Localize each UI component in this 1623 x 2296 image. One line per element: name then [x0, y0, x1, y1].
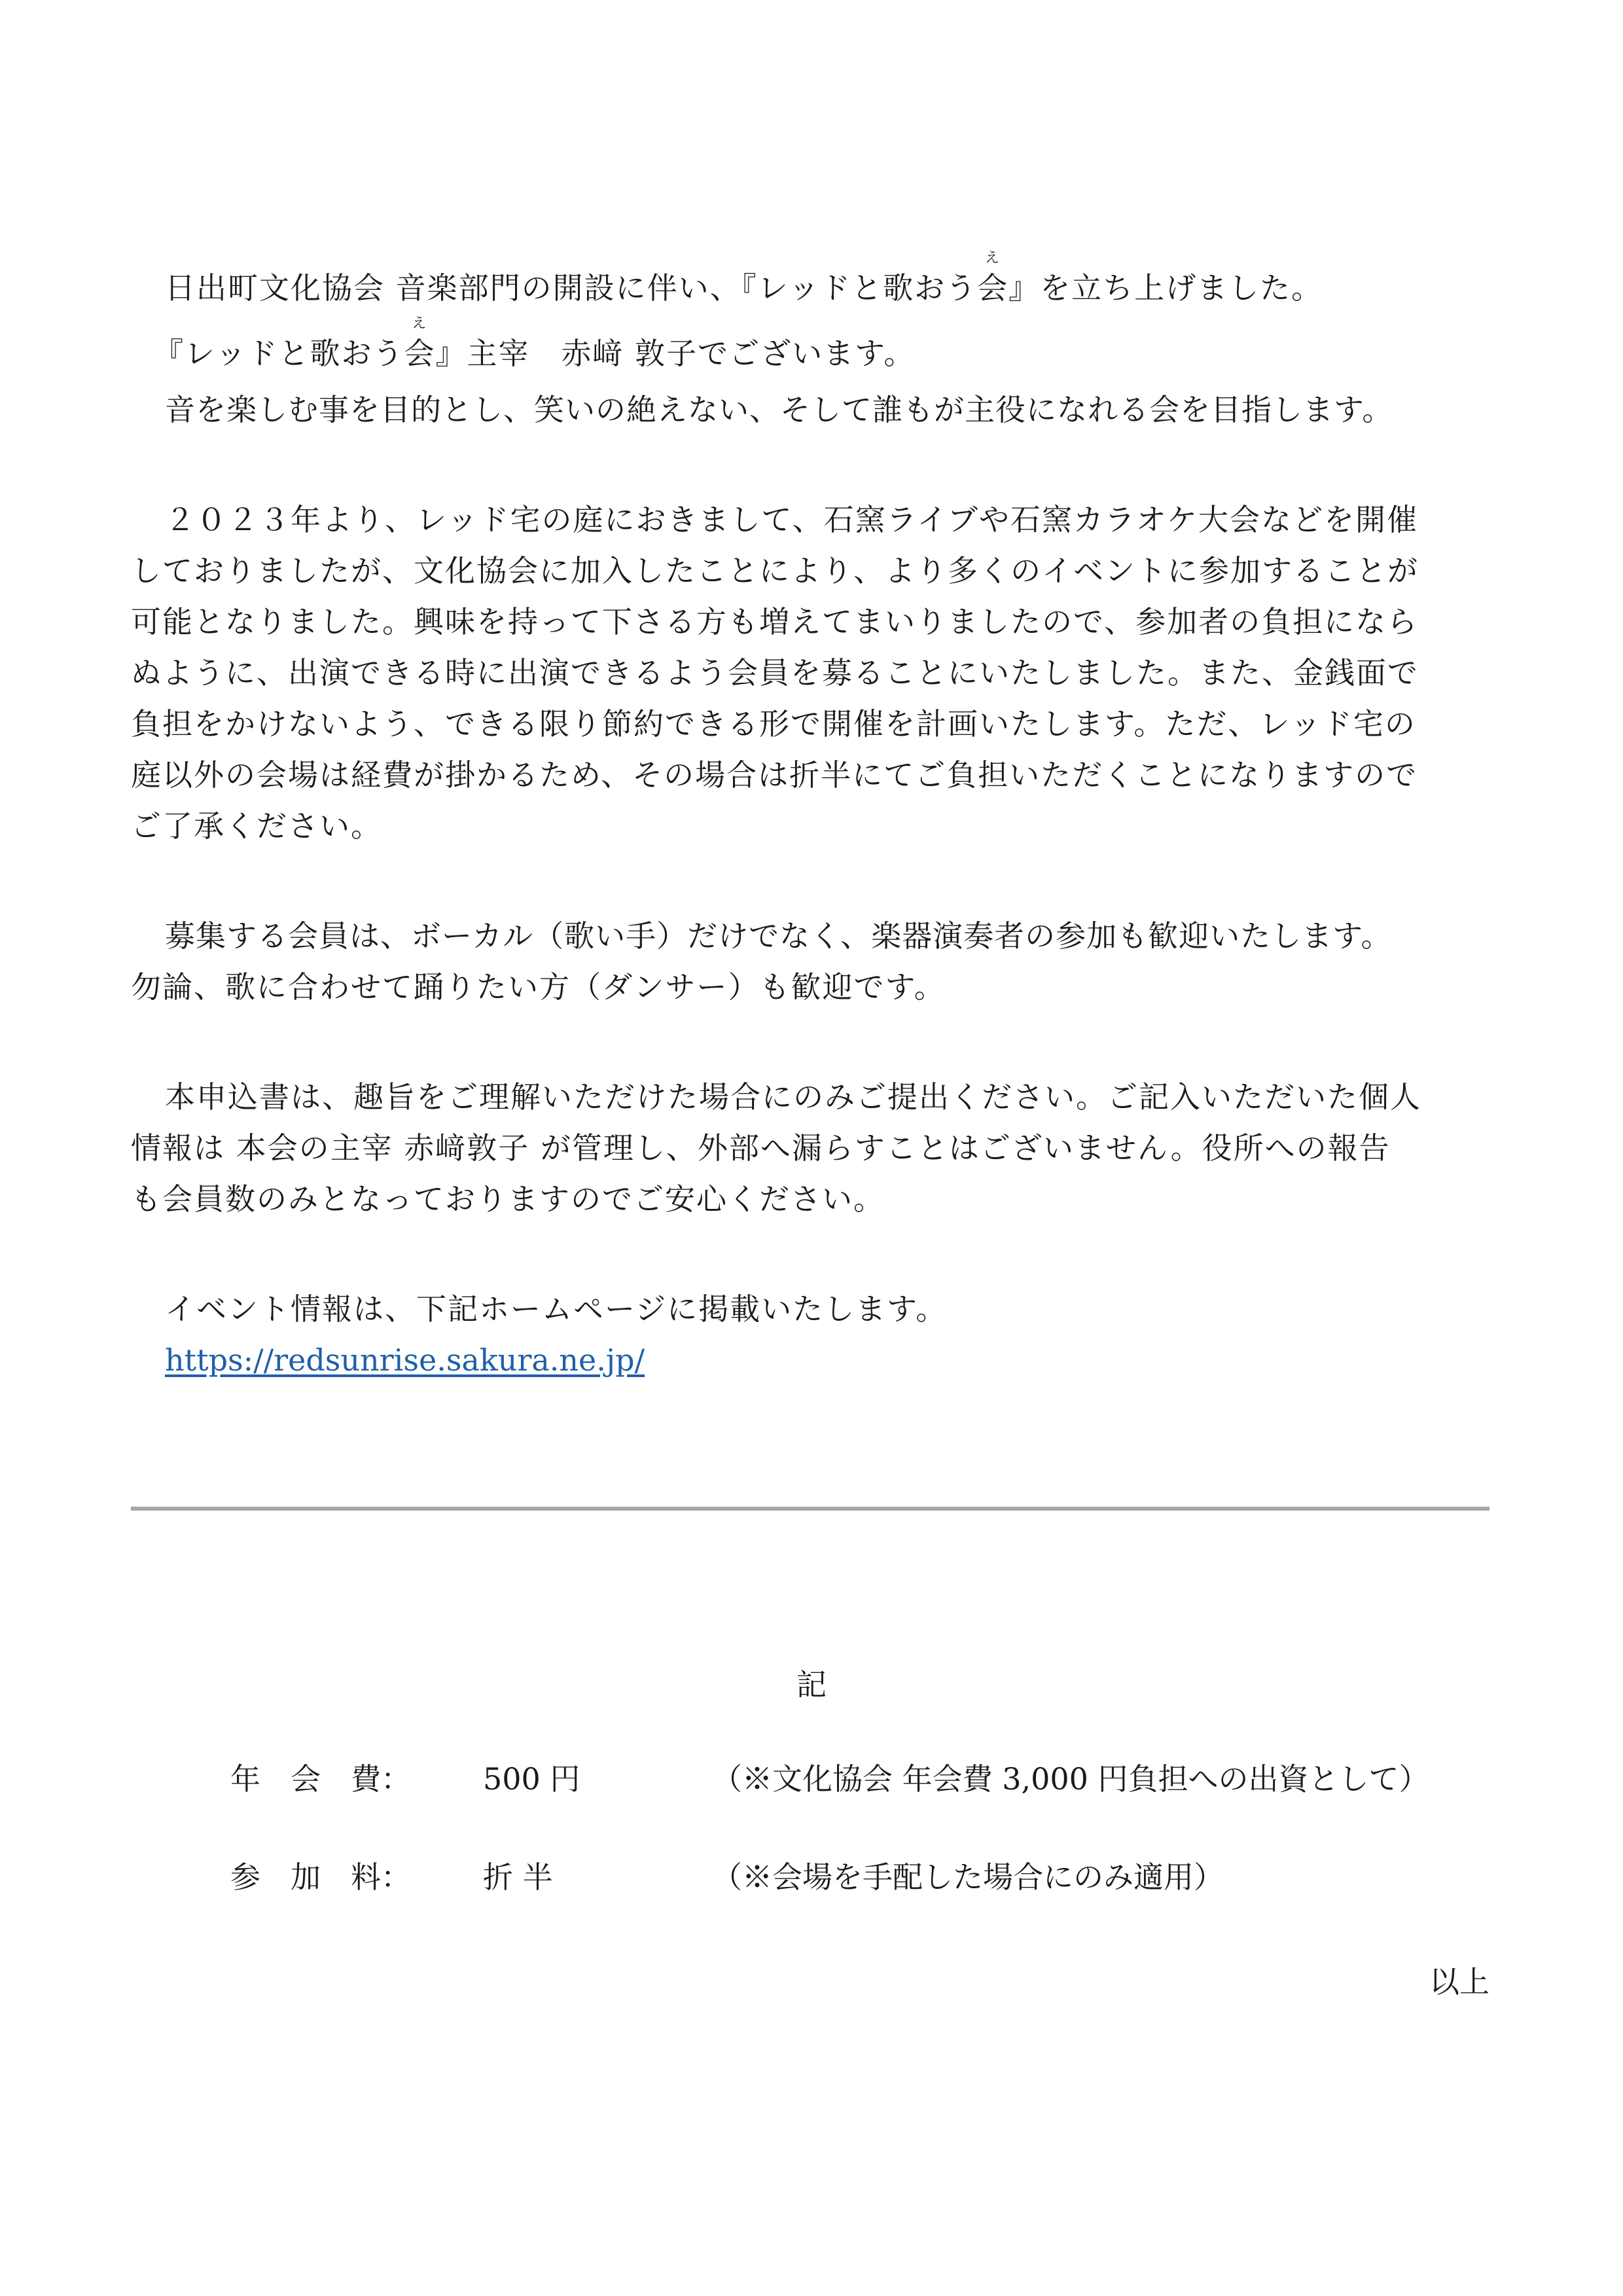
annual-fee-label: 年 会 費： — [230, 1761, 411, 1797]
intro-line-2 — [153, 315, 916, 373]
ruby-base: 会 — [404, 336, 436, 371]
intro-line-1-pre: 日出町文化協会 音楽部門の開設に伴い、『レッドと歌おう — [165, 270, 978, 306]
event-text: イベント情報は、下記ホームページに掲載いたします。 — [165, 1291, 948, 1327]
p2-line-5: 負担をかけないよう、できる限り節約できる形で開催を計画いたします。ただ、レッド宅の — [131, 706, 1416, 742]
event-link-row — [165, 1340, 645, 1380]
ruby-reading: え — [412, 315, 428, 332]
p4-line-2: 情報は 本会の主宰 赤﨑敦子 が管理し、外部へ漏らすことはございません。役所への報告 — [131, 1130, 1391, 1166]
p3-line-1: 募集する会員は、ボーカル（歌い手）だけでなく、楽器演奏者の参加も歓迎いたします。 — [165, 918, 1392, 954]
p2-line-7: ご了承ください。 — [131, 808, 382, 844]
p2-line-2: しておりましたが、文化協会に加入したことにより、より多くのイベントに参加することが — [131, 553, 1419, 588]
ruby-kai-2 — [404, 315, 436, 373]
ruby-reading: え — [985, 250, 1001, 266]
intro-line-2-post: 』主宰 赤﨑 敦子でございます。 — [435, 336, 916, 371]
ruby-base: 会 — [977, 270, 1009, 306]
intro-line-2-pre: 『レッドと歌おう — [153, 336, 404, 371]
intro-line-1 — [165, 250, 1323, 308]
participation-fee-note: （※会場を手配した場合にのみ適用） — [712, 1859, 1224, 1895]
section-divider — [131, 1507, 1489, 1511]
p2-line-6: 庭以外の会場は経費が掛かるため、その場合は折半にてご負担いただくことになりますので — [131, 757, 1418, 793]
p4-line-1: 本申込書は、趣旨をご理解いただけた場合にのみご提出ください。ご記入いただいた個人 — [165, 1079, 1421, 1115]
intro-line-1-post: 』を立ち上げました。 — [1008, 270, 1323, 306]
closing-mark: 以上 — [1429, 1964, 1489, 2000]
p2-line-3: 可能となりました。興味を持って下さる方も増えてまいりましたので、参加者の負担になら — [131, 604, 1419, 639]
notes-heading: 記 — [796, 1667, 827, 1702]
homepage-link[interactable]: https://redsunrise.sakura.ne.jp/ — [165, 1342, 645, 1378]
participation-fee-label: 参 加 料： — [230, 1859, 411, 1895]
p3-line-2: 勿論、歌に合わせて踊りたい方（ダンサー）も歓迎です。 — [131, 969, 946, 1005]
p2-line-4: ぬように、出演できる時に出演できるよう会員を募ることにいたしました。また、金銭面で — [131, 655, 1419, 691]
annual-fee-note: （※文化協会 年会費 3,000 円負担への出資として） — [712, 1761, 1429, 1797]
p2-line-1: ２０２３年より、レッド宅の庭におきまして、石窯ライブや石窯カラオケ大会などを開催 — [165, 502, 1418, 537]
p4-line-3: も会員数のみとなっておりますのでご安心ください。 — [131, 1181, 885, 1217]
participation-fee-value: 折 半 — [483, 1859, 553, 1895]
intro-line-3: 音を楽しむ事を目的とし、笑いの絶えない、そして誰もが主役になれる会を目指します。 — [165, 392, 1393, 427]
ruby-kai-1 — [977, 250, 1009, 308]
annual-fee-value: 500 円 — [483, 1761, 580, 1797]
